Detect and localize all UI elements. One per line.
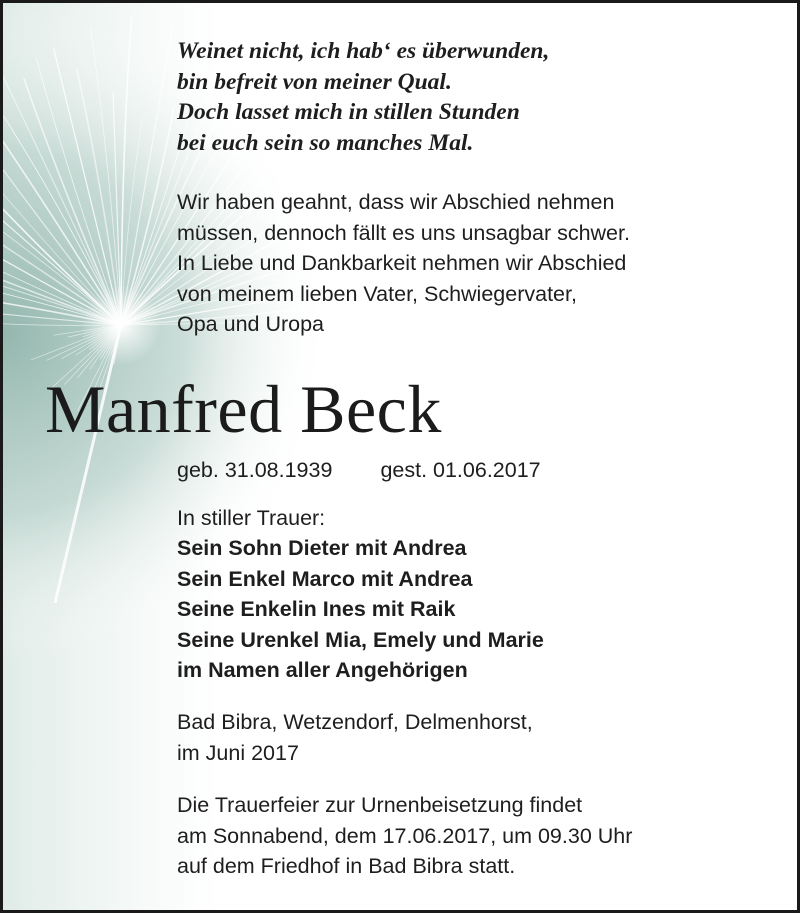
place-line: Bad Bibra, Wetzendorf, Delmenhorst,: [177, 710, 533, 734]
life-dates: [177, 455, 541, 485]
intro-line: Opa und Uropa: [177, 312, 325, 336]
intro-text: [177, 187, 630, 340]
mourner-entry: im Namen aller Angehörigen: [177, 658, 468, 682]
mourner-entry: Seine Urenkel Mia, Emely und Marie: [177, 627, 544, 652]
poem-line: Weinet nicht, ich hab‘ es überwunden,: [177, 38, 550, 64]
birth-date: geb. 31.08.1939: [177, 458, 333, 482]
funeral-info: [177, 790, 632, 882]
poem-line: bei euch sein so manches Mal.: [177, 129, 474, 156]
date-line: im Juni 2017: [177, 740, 299, 765]
death-date: gest. 01.06.2017: [380, 458, 541, 482]
place-and-date: [177, 707, 533, 768]
funeral-line: auf dem Friedhof in Bad Bibra statt.: [177, 854, 516, 878]
funeral-line: am Sonnabend, dem 17.06.2017, um 09.30 Uhr: [177, 823, 633, 848]
mourner-entry: Sein Sohn Dieter mit Andrea: [177, 536, 467, 560]
intro-line: Wir haben geahnt, dass wir Abschied nehmen: [177, 190, 615, 214]
poem-verse: [177, 36, 549, 158]
mourner-entry: Sein Enkel Marco mit Andrea: [177, 566, 473, 591]
mourner-entry: Seine Enkelin Ines mit Raik: [177, 597, 456, 621]
deceased-name: Manfred Beck: [45, 371, 442, 447]
intro-line: müssen, dennoch fällt es uns unsagbar schwer.: [177, 220, 630, 245]
mourners-list: [177, 533, 544, 686]
intro-line: In Liebe und Dankbarkeit nehmen wir Abschied: [177, 251, 627, 275]
poem-line: Doch lasset mich in stillen Stunden: [177, 99, 520, 125]
intro-line: von meinem lieben Vater, Schwiegervater,: [177, 281, 577, 306]
poem-line: bin befreit von meiner Qual.: [177, 68, 452, 95]
funeral-line: Die Trauerfeier zur Urnenbeisetzung findet: [177, 793, 583, 817]
mourners-label: In stiller Trauer:: [177, 506, 326, 530]
